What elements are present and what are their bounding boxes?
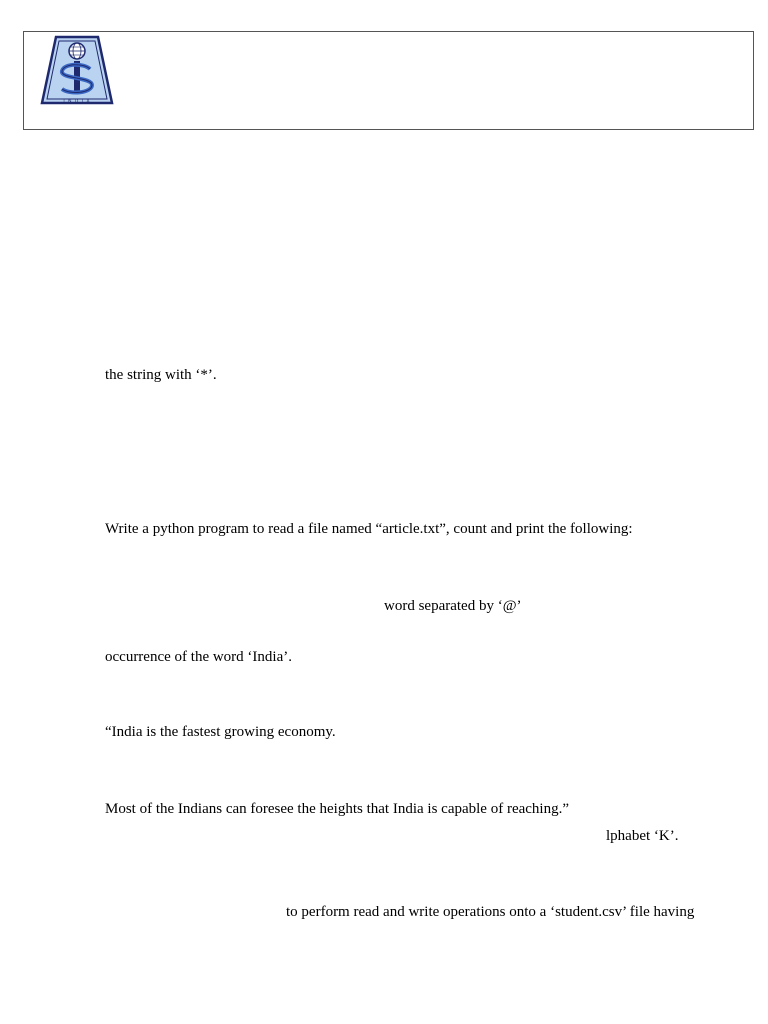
- text-line-string-with: the string with ‘*’.: [105, 367, 217, 383]
- text-line-student-csv: to perform read and write operations onto a ‘student.csv’ file having: [286, 904, 695, 920]
- text-line-occurrence: occurrence of the word ‘India’.: [105, 649, 292, 665]
- school-emblem-icon: [40, 35, 114, 105]
- text-line-word-separated: word separated by ‘@’: [384, 598, 522, 614]
- text-line-alphabet-k: lphabet ‘K’.: [606, 828, 679, 844]
- header-box: [23, 31, 754, 130]
- text-line-quote-start: “India is the fastest growing economy.: [105, 724, 336, 740]
- text-line-question-article: Write a python program to read a file named “article.txt”, count and print the following:: [105, 521, 633, 537]
- text-line-quote-end: Most of the Indians can foresee the heights that India is capable of reaching.”: [105, 801, 569, 817]
- logo-lettering: I N D I A: [63, 99, 91, 105]
